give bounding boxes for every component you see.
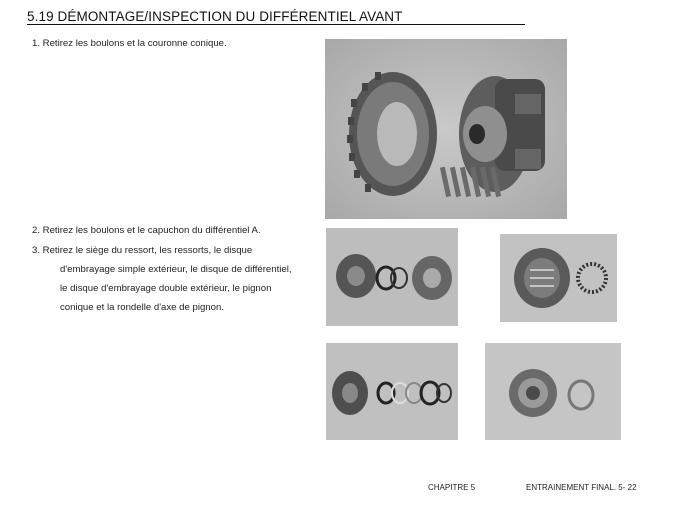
step-1-text: 1. Retirez les boulons et la couronne conique. (32, 38, 227, 49)
photo-pinion-and-washer (485, 343, 621, 440)
step-2-text: 2. Retirez les boulons et le capuchon du différentiel A. (32, 225, 261, 236)
footer-section-page: ENTRAINEMENT FINAL. 5- 22 (526, 483, 637, 492)
page-title: 5.19 DÉMONTAGE/INSPECTION DU DIFFÉRENTIEL AVANT (27, 9, 403, 24)
step-3-text-line-4: conique et la rondelle d'axe de pignon. (60, 302, 224, 313)
photo-clutch-disks-laid-out (326, 343, 458, 440)
photo-spring-seat-and-springs (500, 234, 617, 322)
step-3-text-line-3: le disque d'embrayage double extérieur, le pignon (60, 283, 272, 294)
step-3-text-line-1: 3. Retirez le siège du ressort, les ressorts, le disque (32, 245, 253, 256)
photo-ring-gear-and-differential (325, 39, 567, 219)
title-underline (27, 24, 525, 25)
photo-differential-cap-removed (326, 228, 458, 326)
step-3-text-line-2: d'embrayage simple extérieur, le disque de différentiel, (60, 264, 292, 275)
footer-chapter: CHAPITRE 5 (428, 483, 476, 492)
